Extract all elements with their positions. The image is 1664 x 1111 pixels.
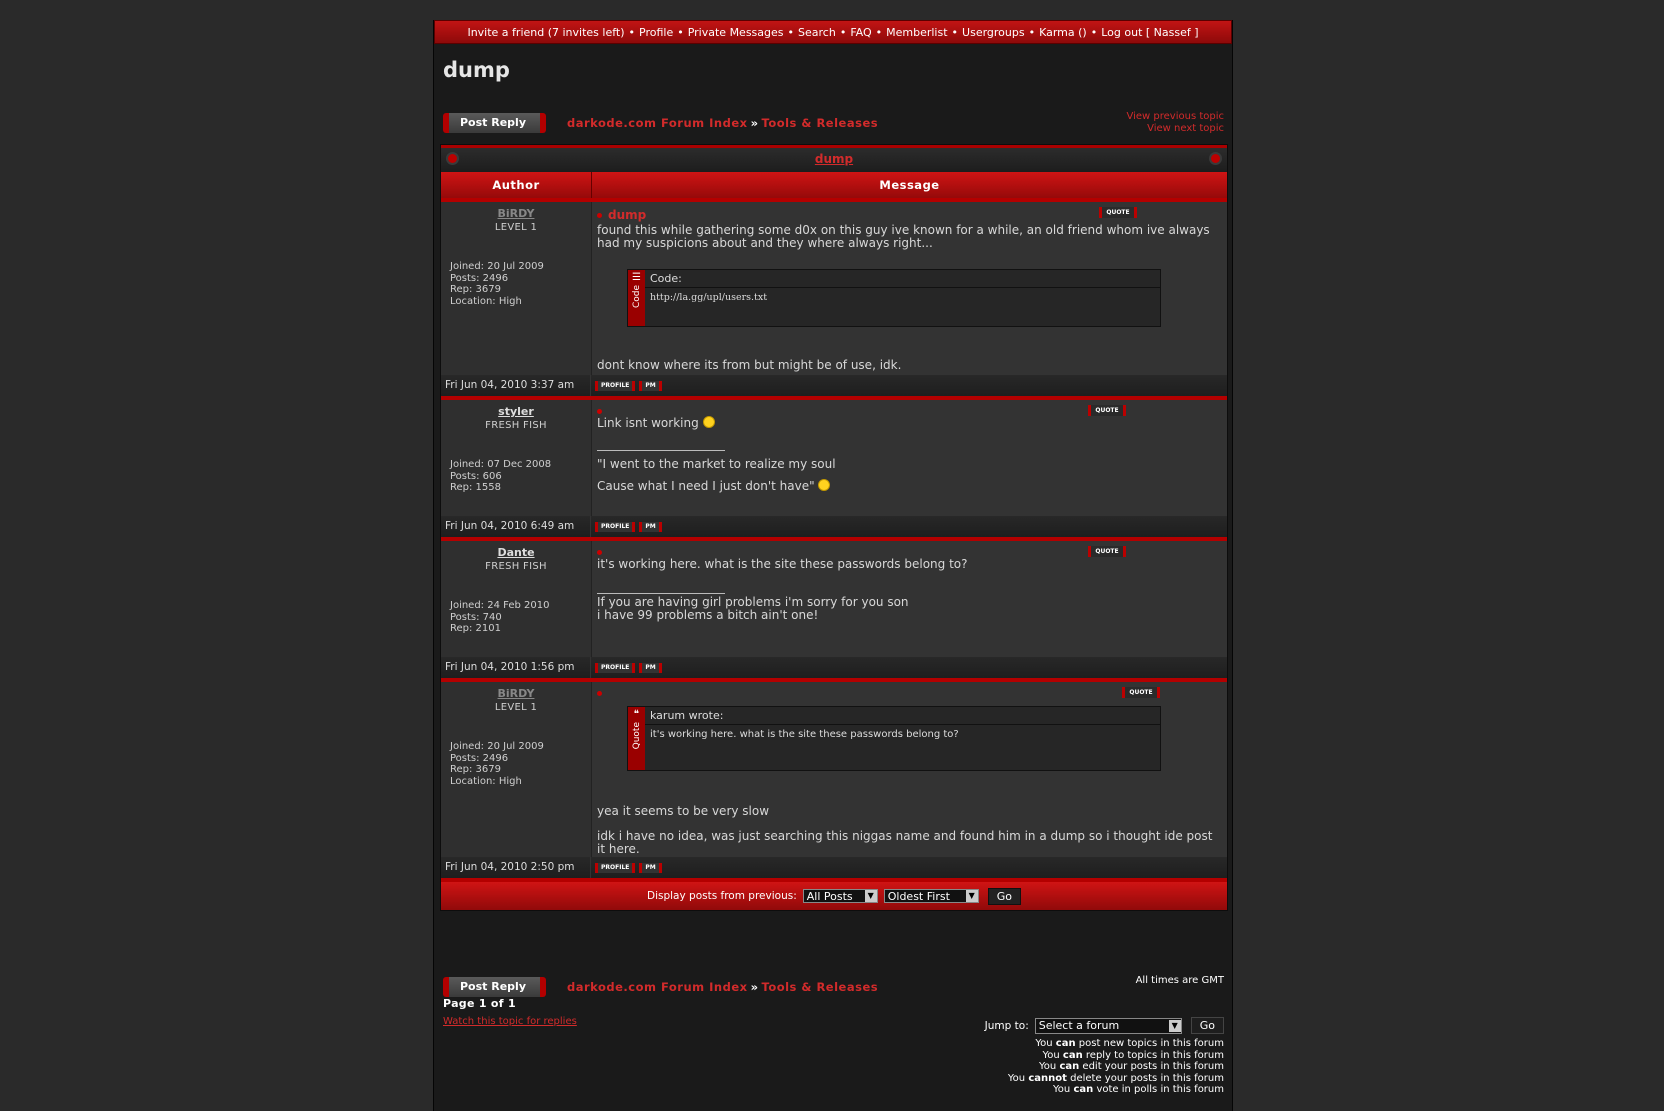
posts-period-value: All Posts [806,889,853,903]
posts-period-select[interactable] [803,889,878,903]
pm-button[interactable]: PM [639,522,661,532]
author-joined: Joined: 07 Dec 2008 [450,459,552,470]
nav-invite[interactable]: Invite a friend (7 invites left) [467,25,625,39]
post [441,678,1227,878]
jump-go-button[interactable]: Go [1191,1017,1224,1034]
quote-button[interactable]: QUOTE [1088,405,1126,416]
sort-order-select[interactable] [884,889,979,903]
post-bullet-icon [597,409,602,414]
code-side [628,270,645,326]
sort-order-value: Oldest First [887,889,950,903]
signature [597,596,1222,622]
message-header: Message [879,178,940,192]
display-posts-label: Display posts from previous: [647,890,797,902]
nav-separator: • [787,25,795,39]
author-stats [450,600,591,635]
author-name[interactable]: BiRDY [497,207,535,220]
post-bullet-icon [597,691,602,696]
post-footer [441,857,1227,878]
perm-pre: You [1042,1049,1060,1061]
nav-separator: • [1028,25,1036,39]
bottom-action-bar [443,975,1224,997]
author-rep: Rep: 3679 [450,284,501,295]
quote-button[interactable]: QUOTE [1122,687,1160,698]
quote-header: karum wrote: [645,707,1160,725]
permission-line [1008,1038,1224,1050]
post-text: it's working here. what is the site these passwords belong to? [597,557,968,571]
perm-post: reply to topics in this forum [1085,1049,1224,1061]
permission-line [1008,1084,1224,1096]
jump-label: Jump to: [984,1019,1029,1032]
perm-post: vote in polls in this forum [1096,1084,1224,1095]
view-next-topic-link[interactable]: View next topic [1147,123,1224,134]
post-body [441,682,1227,857]
top-nav [434,20,1232,44]
post-message [592,682,1227,857]
quote-block [627,706,1161,771]
author-name[interactable]: BiRDY [497,687,535,700]
post-message [592,400,1227,516]
quote-side-label: Quote [631,722,642,750]
chevron-down-icon: ▼ [1169,1020,1181,1032]
quote-button[interactable]: QUOTE [1088,546,1126,557]
post-reply-button[interactable]: Post Reply [443,113,546,133]
profile-button[interactable]: PROFILE [595,663,635,673]
forum-wrapper [433,20,1233,1111]
breadcrumb-arrow: » [750,116,759,130]
right-dot-icon [1211,154,1220,163]
breadcrumb [567,980,878,994]
post [441,198,1227,396]
signature-line: "I went to the market to realize my soul [597,457,836,471]
author-joined: Joined: 24 Feb 2010 [450,600,550,611]
nav-separator: • [677,25,684,39]
post-message [592,202,1227,375]
nav-separator: • [951,25,959,39]
jump-select-value: Select a forum [1038,1019,1120,1032]
perm-pre: You [1039,1061,1057,1072]
perm-verb: can [1062,1049,1083,1061]
perm-pre: You [1053,1084,1071,1095]
nav-memberlist[interactable]: Memberlist [886,25,948,39]
author-location: Location: High [450,295,522,307]
list-icon: ☰ [632,272,641,283]
nav-separator: • [628,25,636,39]
post-bullet-icon [597,550,602,555]
post-date: Fri Jun 04, 2010 6:49 am [441,516,591,537]
nav-karma[interactable]: Karma () [1039,25,1087,39]
breadcrumb-arrow: » [750,980,759,994]
permission-line [1008,1061,1224,1073]
perm-post: delete your posts in this forum [1070,1072,1224,1084]
code-content: http://la.gg/upl/users.txt [650,292,768,303]
author-name[interactable]: Dante [497,546,535,559]
author-info [441,682,592,857]
author-rank: LEVEL 1 [494,222,538,233]
chevron-down-icon: ▼ [966,890,978,902]
permission-line [1008,1050,1224,1062]
nav-separator: • [875,25,883,39]
code-header: Code: [645,270,1160,288]
timezone-note: All times are GMT [1135,975,1224,986]
author-name[interactable]: styler [498,405,534,418]
post-text: dont know where its from but might be of use, idk. [597,358,902,372]
profile-button[interactable]: PROFILE [595,522,635,532]
post-text: yea it seems to be very slow [597,804,770,818]
author-rep: Rep: 3679 [450,764,501,775]
author-posts: Posts: 606 [450,470,502,482]
breadcrumb-index[interactable]: darkode.com Forum Index [567,116,748,130]
watch-topic-link[interactable]: Watch this topic for replies [443,1016,577,1027]
post-message [592,541,1227,657]
permissions-list [1008,1038,1224,1096]
nav-search[interactable]: Search [798,25,836,39]
author-rep: Rep: 2101 [450,623,501,634]
perm-post: post new topics in this forum [1078,1038,1224,1049]
author-stats [450,459,591,494]
post-footer [441,516,1227,537]
author-rank: LEVEL 1 [494,702,538,713]
quote-marks-icon: ❝ [633,709,640,720]
jump-to [985,1017,1224,1034]
author-location: Location: High [450,775,522,787]
signature-divider [597,450,725,451]
profile-button[interactable]: PROFILE [595,863,635,873]
author-posts: Posts: 740 [450,611,502,623]
author-rank: FRESH FISH [485,420,547,431]
author-info [441,202,592,375]
signature-divider [597,593,725,594]
author-info [441,400,592,516]
display-posts-bar [441,878,1227,910]
topic-title-bar [441,145,1227,172]
post-footer [441,657,1227,678]
pm-button[interactable]: PM [639,863,661,873]
signature-line: Cause what I need I just don't have" [597,479,815,493]
post-body [441,400,1227,516]
post [441,396,1227,537]
nav-profile[interactable]: Profile [639,25,674,39]
quote-content: it's working here. what is the site these passwords belong to? [650,729,959,740]
author-posts: Posts: 2496 [450,752,509,764]
perm-verb: can [1055,1038,1076,1049]
post-reply-button[interactable]: Post Reply [443,977,546,997]
signature-line: i have 99 problems a bitch ain't one! [597,608,819,622]
author-info [441,541,592,657]
author-stats [450,741,591,787]
page-info: Page 1 of 1 [443,997,516,1010]
perm-pre: You [1007,1072,1026,1084]
signature [597,453,1222,497]
smiley-icon [818,479,830,491]
display-go-button[interactable]: Go [988,888,1021,905]
permission-line [1008,1073,1224,1085]
author-joined: Joined: 20 Jul 2009 [450,741,544,752]
author-rank: FRESH FISH [485,561,547,572]
pm-button[interactable]: PM [639,663,661,673]
nav-logout[interactable]: Log out [ Nassef ] [1101,25,1199,39]
breadcrumb-forum[interactable]: Tools & Releases [761,980,879,994]
nav-usergroups[interactable]: Usergroups [962,25,1025,39]
author-stats [450,261,591,307]
nav-faq[interactable]: FAQ [850,25,872,39]
author-joined: Joined: 20 Jul 2009 [450,261,544,272]
author-rep: Rep: 1558 [450,482,501,493]
view-previous-topic-link[interactable]: View previous topic [1126,111,1224,122]
post-date: Fri Jun 04, 2010 1:56 pm [441,657,591,678]
post-bullet-icon [597,213,602,218]
page-title: dump [443,58,510,82]
author-posts: Posts: 2496 [450,272,509,284]
perm-verb: can [1059,1061,1080,1072]
post-subject: dump [608,208,647,222]
jump-select[interactable] [1035,1018,1182,1034]
post-date: Fri Jun 04, 2010 3:37 am [441,375,591,396]
post [441,537,1227,678]
post-text: Link isnt working [597,416,699,430]
breadcrumb [567,116,878,130]
breadcrumb-forum[interactable]: Tools & Releases [761,116,879,130]
perm-post: edit your posts in this forum [1082,1061,1224,1072]
topic-title-link[interactable]: dump [814,152,854,166]
post-date: Fri Jun 04, 2010 2:50 pm [441,857,591,878]
perm-pre: You [1035,1038,1053,1049]
signature-line: If you are having girl problems i'm sorry for you son [597,595,909,609]
left-dot-icon [448,154,457,163]
post-text: idk i have no idea, was just searching this niggas name and found him in a dump so i thought ide post it here. [597,829,1213,856]
topic-nav-links [1126,111,1224,135]
pm-button[interactable]: PM [639,381,661,391]
code-side-label: Code [631,285,642,309]
chevron-down-icon: ▼ [865,890,877,902]
code-block [627,269,1161,327]
post-body [441,202,1227,375]
nav-private-messages[interactable]: Private Messages [687,25,784,39]
top-action-bar [443,111,1224,133]
post-footer [441,375,1227,396]
breadcrumb-index[interactable]: darkode.com Forum Index [567,980,748,994]
confused-smiley-icon [703,416,715,428]
perm-verb: cannot [1028,1072,1067,1084]
nav-separator: • [839,25,847,39]
profile-button[interactable]: PROFILE [595,381,635,391]
nav-separator: • [1090,25,1098,39]
author-header: Author [441,172,592,198]
topic-table [440,144,1228,911]
quote-button[interactable]: QUOTE [1099,207,1137,218]
perm-verb: can [1073,1084,1094,1095]
post-text: found this while gathering some d0x on this guy ive known for a while, an old friend whom ive always had my suspicions about and they where always right... [597,223,1210,250]
quote-side [628,707,645,770]
table-header [441,172,1227,198]
post-body [441,541,1227,657]
